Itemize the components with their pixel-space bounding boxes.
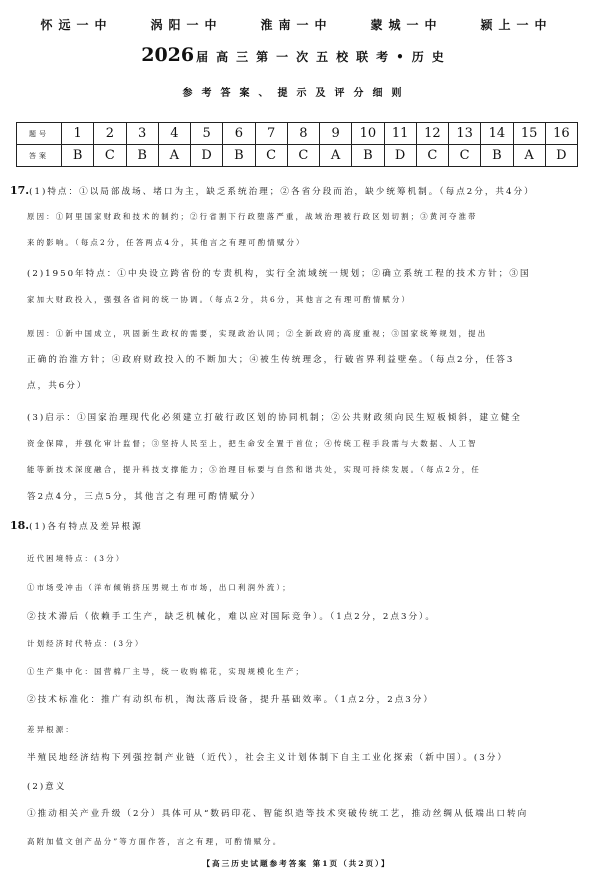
q17-line-9: (3)启示：①国家治理现代化必须建立打破行政区划的协同机制；②公共财政须向民生短板倾斜，建立健全	[27, 413, 522, 423]
question-number-cell: 10	[352, 123, 384, 145]
q17-line-12: 答2点4分，三点5分，其他言之有理可酌情赋分）	[27, 492, 262, 502]
q18-line-8: 差异根源：	[27, 725, 75, 734]
school-name: 涡阳一中	[150, 18, 223, 32]
answer-cell: D	[191, 145, 223, 167]
answer-cell: B	[223, 145, 255, 167]
answer-cell: C	[416, 145, 448, 167]
q18-line-11: ①推动相关产业升级（2分）具体可从“数码印花、智能织造等技术突破传统工艺，推动丝绸从低端出口转向	[27, 809, 529, 819]
q18-line-5: 计划经济时代特点：(3分）	[27, 639, 145, 648]
q18-text: (1)各有特点及差异根源	[29, 522, 143, 532]
question-number-cell: 2	[94, 123, 126, 145]
q18-line-10: (2)意义	[27, 782, 67, 792]
question-number-cell: 16	[545, 123, 577, 145]
answer-cell: D	[384, 145, 416, 167]
question-number-cell: 6	[223, 123, 255, 145]
q17-line-5: 家加大财政投入，强强各省间的统一协调。（每点2分，共6分，其他言之有理可酌情赋分）	[27, 295, 412, 304]
q17-line-8: 点，共6分）	[27, 381, 88, 391]
q18-line-7: ②技术标准化：推广有动织布机，淘汰落后设备，提升基础效率。（1点2分，2点3分）	[27, 695, 434, 705]
q17-text: (1)特点：①以局部战场、堵口为主，缺乏系统治理；②各省分段而治，缺少统筹机制。（每点2分，共4分）	[29, 187, 535, 197]
q17-number: 17.	[10, 185, 30, 197]
question-number-cell: 4	[158, 123, 190, 145]
q17-line-10: 资金保障，并强化审计监督；③坚持人民至上，把生命安全置于首位；④传统工程手段需与大数据、人工智	[27, 439, 478, 448]
q17-line-3: 来的影响。（每点2分，任答两点4分，其他言之有理可酌情赋分）	[27, 238, 306, 247]
school-list	[0, 16, 593, 33]
answer-cell: B	[352, 145, 384, 167]
row-label: 答案	[17, 145, 62, 167]
title-year: 2026	[141, 44, 195, 66]
school-name: 怀远一中	[40, 18, 113, 32]
school-name: 蒙城一中	[370, 18, 443, 32]
answer-table-row-numbers	[17, 123, 578, 145]
question-number-cell: 15	[513, 123, 545, 145]
q18-line-12: 高附加值文创产品分”等方面作答，言之有理，可酌情赋分。	[27, 837, 283, 846]
q18-line-9: 半殖民地经济结构下列强控制产业链（近代），社会主义计划体制下自主工业化探索（新中国）。(3分）	[27, 753, 508, 763]
question-number-cell: 11	[384, 123, 416, 145]
q17-line-2: 原因：①阿里国家财政和技术的制约；②行省割下行政堕落严重，战域治理被行政区划切割；③黄河夺淮带	[27, 212, 478, 221]
q18-number: 18.	[10, 520, 30, 532]
answer-cell: A	[320, 145, 352, 167]
page-subtitle: 参考答案、提示及评分细则	[182, 88, 411, 99]
q17-line-4: (2)1950年特点：①中央设立跨省份的专责机构，实行全流域统一规划；②确立系统工程的技术方针；③国	[27, 269, 531, 279]
answer-cell: C	[449, 145, 481, 167]
answer-cell: C	[255, 145, 287, 167]
row-label: 题号	[17, 123, 62, 145]
question-number-cell: 9	[320, 123, 352, 145]
q18-line-2: 近代困境特点：(3分）	[27, 554, 126, 563]
question-number-cell: 12	[416, 123, 448, 145]
question-number-cell: 13	[449, 123, 481, 145]
question-number-cell: 1	[62, 123, 94, 145]
answer-cell: B	[481, 145, 513, 167]
question-number-cell: 5	[191, 123, 223, 145]
question-number-cell: 3	[126, 123, 158, 145]
q17-line-7: 正确的治淮方针；④政府财政投入的不断加大；④被生传统理念，行破省界利益壁垒。（每点2分，任答3	[27, 355, 515, 365]
answer-cell: D	[545, 145, 577, 167]
page-title	[0, 44, 593, 66]
answer-table-row-answers	[17, 145, 578, 167]
q17-line-11: 能等新技术深度融合，提升科技支撑能力；⑤治理目标要与自然和谐共处，实现可持续发展。（每点2分，任	[27, 465, 481, 474]
page-footer: 【高三历史试题参考答案 第1页（共2页）】	[202, 859, 391, 868]
school-name: 淮南一中	[260, 18, 333, 32]
answer-cell: B	[126, 145, 158, 167]
question-number-cell: 8	[287, 123, 319, 145]
answer-cell: C	[94, 145, 126, 167]
question-number-cell: 14	[481, 123, 513, 145]
answer-table	[16, 122, 578, 167]
answer-cell: C	[287, 145, 319, 167]
q17-line-1	[10, 185, 585, 198]
answer-cell: A	[158, 145, 190, 167]
question-number-cell: 7	[255, 123, 287, 145]
answer-cell: A	[513, 145, 545, 167]
q17-line-6: 原因：①新中国成立，巩固新生政权的需要，实现政治认同；②全新政府的高度重视；③国家统筹规划，提出	[27, 329, 488, 338]
q18-line-6: ①生产集中化：国营棉厂主导，统一收购棉花，实现规模化生产；	[27, 667, 306, 676]
school-name: 颍上一中	[480, 18, 553, 32]
q18-line-3: ①市场受冲击（洋布倾销挤压男规土布市场，出口利润外流）；	[27, 583, 292, 592]
q18-line-4: ②技术滞后（依赖手工生产，缺乏机械化，难以应对国际竞争）。（1点2分，2点3分）。	[27, 612, 436, 622]
answer-cell: B	[62, 145, 94, 167]
q18-line-1	[10, 520, 585, 533]
title-text: 届高三第一次五校联考•历史	[196, 50, 452, 64]
